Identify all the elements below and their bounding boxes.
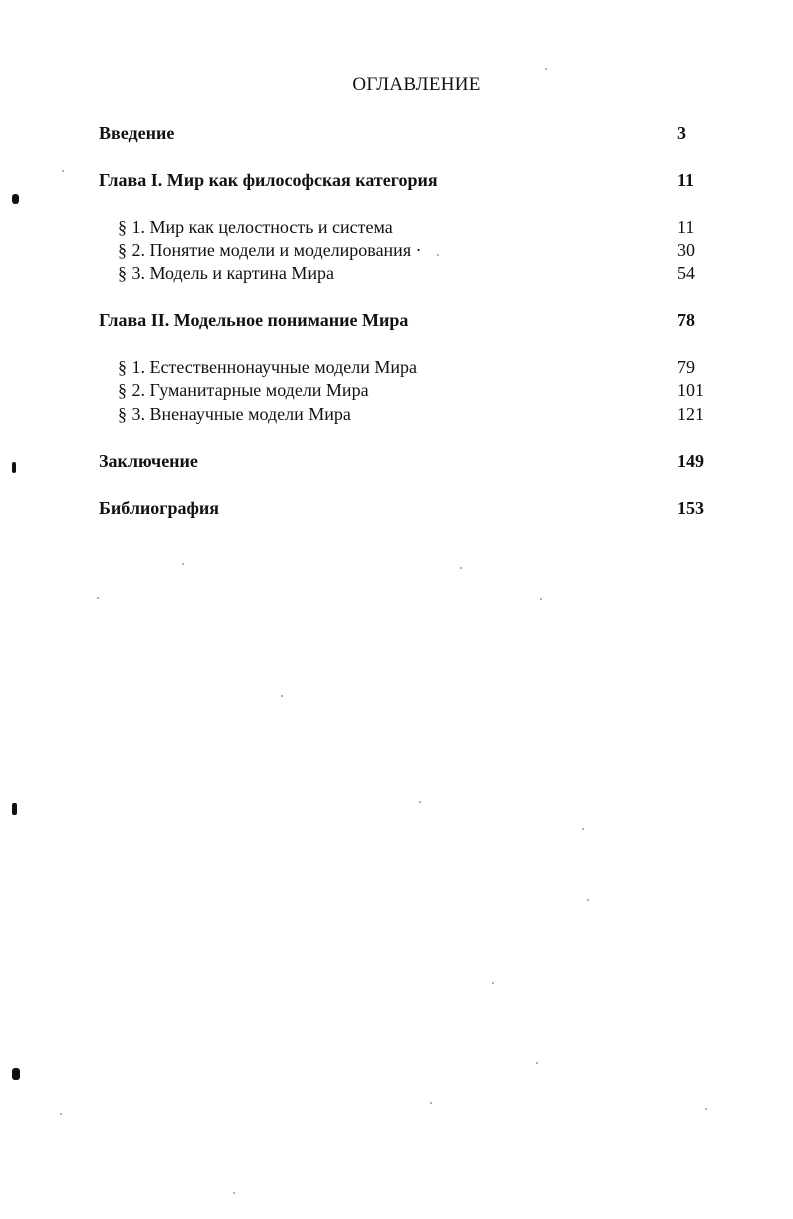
scan-speck [437,254,439,256]
toc-entry-chapter-1-section-3[interactable] [99,261,706,285]
scan-speck [60,1113,62,1115]
toc-entry-label: § 2. Гуманитарные модели Мира [118,380,369,400]
binding-mark [12,462,16,473]
toc-entry-label: Глава I. Мир как философская категория [99,170,438,190]
page-title: ОГЛАВЛЕНИЕ [352,74,481,95]
toc-entry-page: 149 [677,451,704,471]
toc-entry-label: Заключение [99,451,198,471]
toc-entry-page: 11 [677,217,695,237]
toc-entry-page: 30 [677,240,695,260]
binding-mark [12,1068,20,1080]
toc-entry-label: Библиография [99,498,220,518]
scan-speck [97,597,99,599]
binding-mark [12,194,19,204]
scan-speck [492,982,494,984]
toc-entry-page: 121 [677,404,704,424]
toc-entry-chapter-1[interactable] [99,168,706,192]
toc-entry-bibliography[interactable] [99,496,706,520]
scan-speck [587,899,589,901]
toc-entry-label: § 1. Мир как целостность и система [118,217,393,237]
toc-entry-label: § 2. Понятие модели и моделирования · [118,240,422,260]
toc-entry-chapter-1-section-2[interactable] [99,238,706,262]
toc-entry-introduction[interactable] [99,121,706,145]
toc-entry-chapter-2-section-1[interactable] [99,355,706,379]
scan-speck [582,828,584,830]
scan-speck [460,567,462,569]
scan-speck [419,801,421,803]
toc-entry-page: 79 [677,357,695,377]
toc-entry-chapter-1-section-1[interactable] [99,215,706,239]
toc-entry-label: § 3. Вненаучные модели Мира [118,404,351,424]
toc-entry-chapter-2[interactable] [99,308,706,332]
scan-speck [536,1062,538,1064]
scan-speck [233,1192,235,1194]
toc-entry-label: § 1. Естественнонаучные модели Мира [118,357,418,377]
toc-entry-page: 78 [677,310,695,330]
scan-speck [182,563,184,565]
toc-entry-page: 11 [677,170,695,190]
scan-speck [62,170,64,172]
toc-entry-page: 101 [677,380,704,400]
binding-mark [12,803,17,815]
scan-speck [705,1108,707,1110]
scan-speck [281,695,283,697]
toc-entry-page: 3 [677,123,686,143]
toc-entry-page: 153 [677,498,704,518]
toc-entry-label: Глава II. Модельное понимание Мира [99,310,409,330]
toc-entry-chapter-2-section-2[interactable] [99,378,706,402]
toc-entry-conclusion[interactable] [99,449,706,473]
toc-entry-label: Введение [99,123,175,143]
toc-entry-page: 54 [677,263,695,283]
scan-speck [545,68,547,70]
toc-entry-chapter-2-section-3[interactable] [99,402,706,426]
scan-speck [540,598,542,600]
toc-entry-label: § 3. Модель и картина Мира [118,263,334,283]
scan-speck [430,1102,432,1104]
